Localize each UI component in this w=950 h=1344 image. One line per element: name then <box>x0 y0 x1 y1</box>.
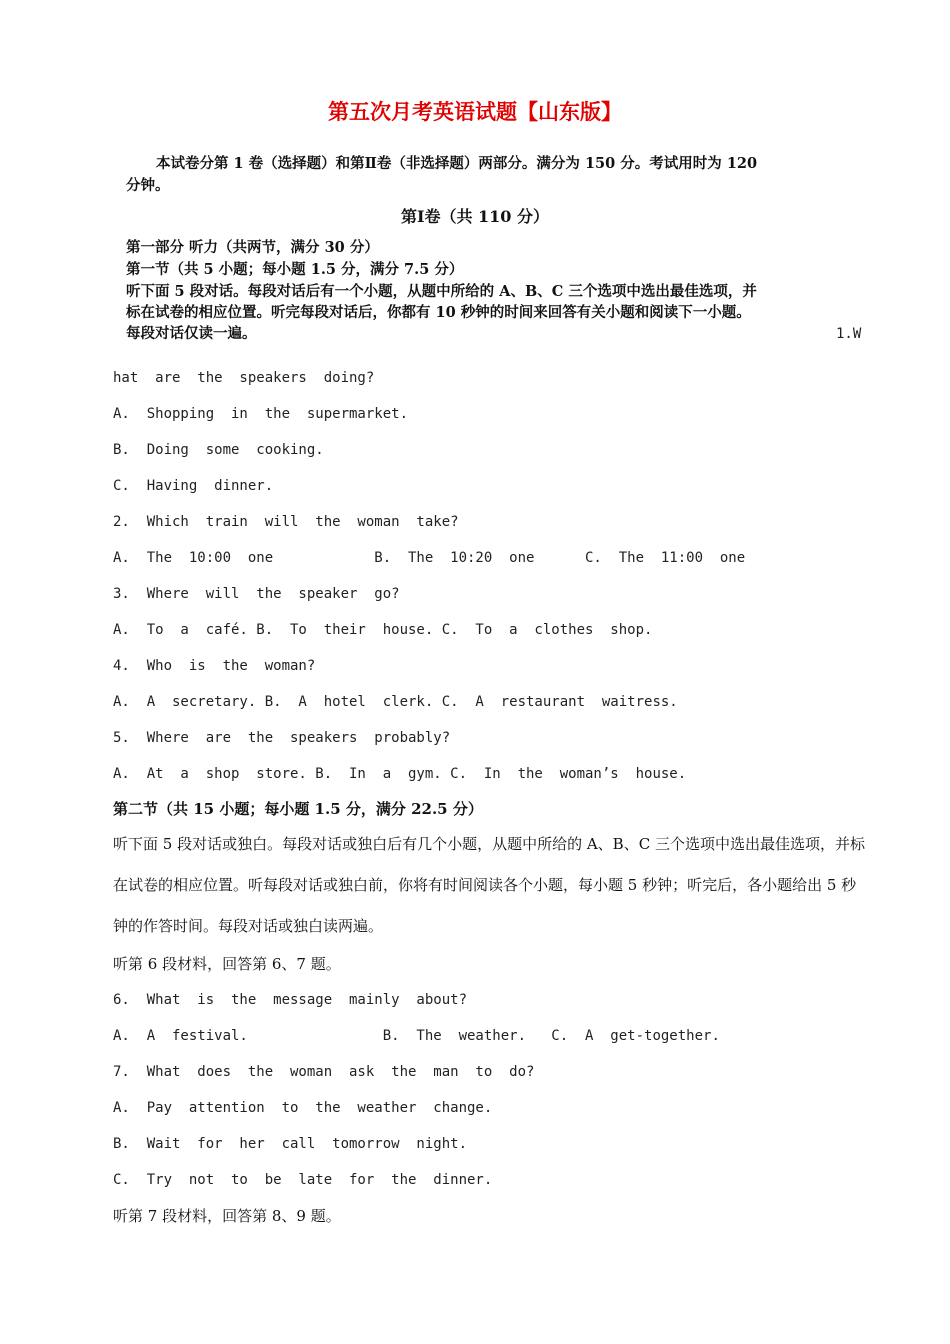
question-7: 7. What does the woman ask the man to do? <box>113 1064 535 1080</box>
part1-heading: 第一部分 听力（共两节，满分 30 分） <box>126 239 379 256</box>
section1-instruction-2: 标在试卷的相应位置。听完每段对话后，你都有 10 秒钟的时间来回答有关小题和阅读下一小题。 <box>126 304 751 321</box>
question-3: 3. Where will the speaker go? <box>113 586 400 602</box>
question-1-option-a: A. Shopping in the supermarket. <box>113 406 409 422</box>
exam-title: 第五次月考英语试题【山东版】 <box>328 99 622 124</box>
question-1-prefix: 1.W <box>836 326 862 342</box>
question-5: 5. Where are the speakers probably? <box>113 730 451 746</box>
question-7-option-c: C. Try not to be late for the dinner. <box>113 1172 493 1188</box>
question-4: 4. Who is the woman? <box>113 658 316 674</box>
section1-instruction-3: 每段对话仅读一遍。 <box>126 325 257 342</box>
question-3-options: A. To a café. B. To their house. C. To a clothes shop. <box>113 622 653 638</box>
volume-heading: 第Ⅰ卷（共 110 分） <box>400 207 550 226</box>
segment-7-note: 听第 7 段材料，回答第 8、9 题。 <box>113 1207 341 1225</box>
section1-instruction-1: 听下面 5 段对话。每段对话后有一个小题，从题中所给的 A、B、C 三个选项中选出最佳选项，并 <box>126 283 757 300</box>
section1-heading: 第一节（共 5 小题；每小题 1.5 分，满分 7.5 分） <box>126 261 464 278</box>
question-1-option-b: B. Doing some cooking. <box>113 442 324 458</box>
question-2: 2. Which train will the woman take? <box>113 514 459 530</box>
question-6: 6. What is the message mainly about? <box>113 992 468 1008</box>
question-5-options: A. At a shop store. B. In a gym. C. In the woman’s house. <box>113 766 687 782</box>
section2-heading: 第二节（共 15 小题；每小题 1.5 分，满分 22.5 分） <box>113 800 483 818</box>
question-1-option-c: C. Having dinner. <box>113 478 274 494</box>
intro-line-1: 本试卷分第 1 卷（选择题）和第Ⅱ卷（非选择题）两部分。满分为 150 分。考试用时为 120 <box>156 155 758 172</box>
question-1: hat are the speakers doing? <box>113 370 375 386</box>
question-7-option-b: B. Wait for her call tomorrow night. <box>113 1136 468 1152</box>
question-7-option-a: A. Pay attention to the weather change. <box>113 1100 493 1116</box>
section2-instruction: 听下面 5 段对话或独白。每段对话或独白后有几个小题，从题中所给的 A、B、C 三个选项中选出最佳选项，并标在试卷的相应位置。听每段对话或独白前，你将有时间阅读各个小题，每小题 5 秒钟；听完后，各小题给出 5 秒钟的作答时间。每段对话或独白读两遍。 <box>113 835 865 935</box>
intro-line-2: 分钟。 <box>126 177 170 194</box>
question-6-options: A. A festival. B. The weather. C. A get-together. <box>113 1028 720 1044</box>
segment-6-note: 听第 6 段材料，回答第 6、7 题。 <box>113 955 341 973</box>
question-2-options: A. The 10:00 one B. The 10:20 one C. The 11:00 one <box>113 550 746 566</box>
question-4-options: A. A secretary. B. A hotel clerk. C. A restaurant waitress. <box>113 694 678 710</box>
